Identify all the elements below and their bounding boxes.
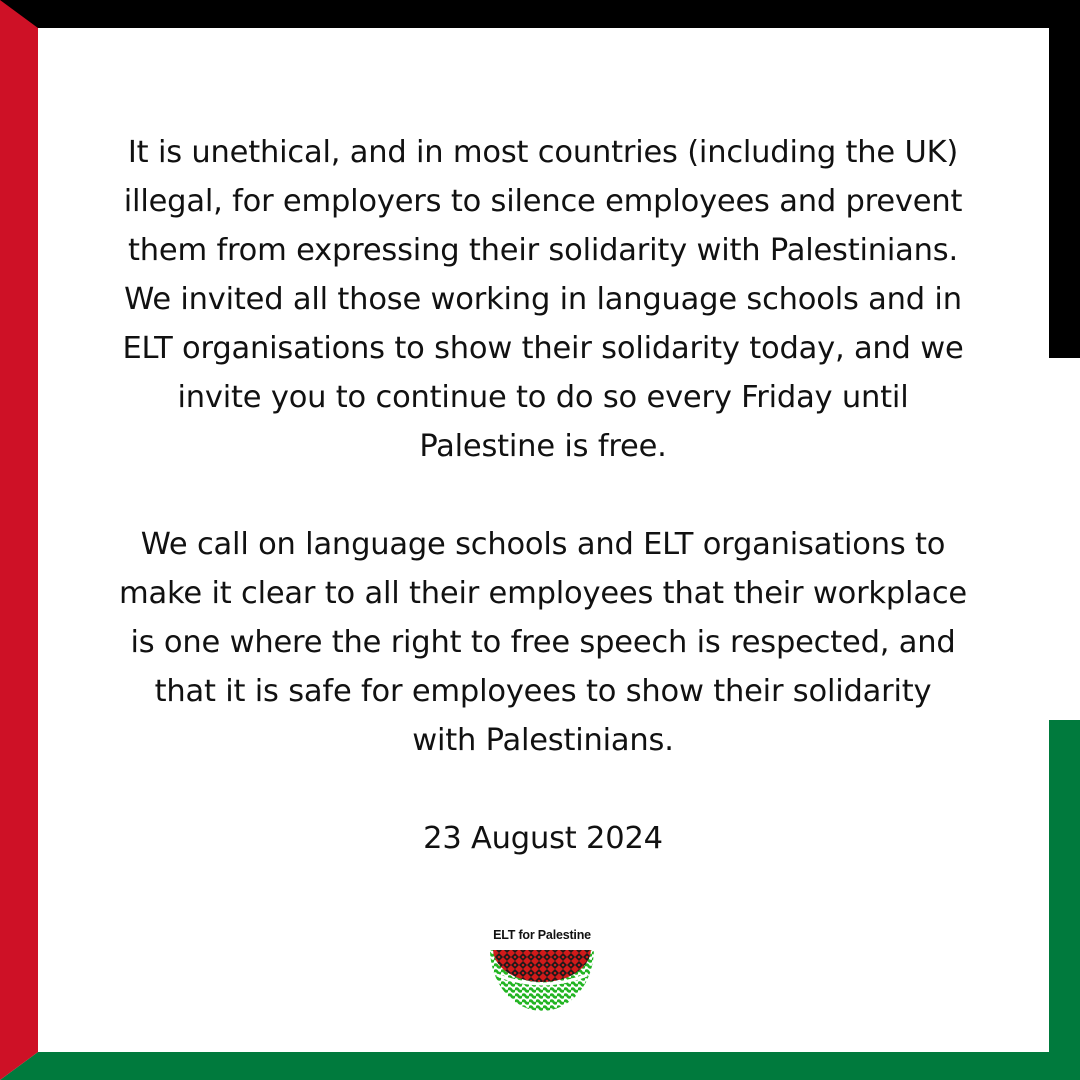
watermelon-keffiyeh-icon <box>487 945 597 1017</box>
logo-label: ELT for Palestine <box>493 928 591 942</box>
flag-band-black-right <box>1049 0 1080 358</box>
statement-date: 23 August 2024 <box>423 821 663 856</box>
flag-band-green-right <box>1049 720 1080 1080</box>
flag-band-black-top <box>0 0 1080 28</box>
statement-paragraph-2: We call on language schools and ELT organisations to make it clear to all their employees that their workplace is one where the right to free speech is respected, and that it is safe for employees to show their solidarity with Palestinians. <box>119 527 967 758</box>
statement-paragraph-1: It is unethical, and in most countries (including the UK) illegal, for employers to silence employees and prevent them from expressing their solidarity with Palestinians. We invited all those working in language schools and in ELT organisations to show their solidarity today, and we invite you to continue to do so every Friday until Palestine is free. <box>122 135 964 464</box>
elt-for-palestine-logo <box>482 927 602 1022</box>
flag-band-green-bottom <box>0 1052 1080 1080</box>
statement-text <box>60 128 1026 863</box>
